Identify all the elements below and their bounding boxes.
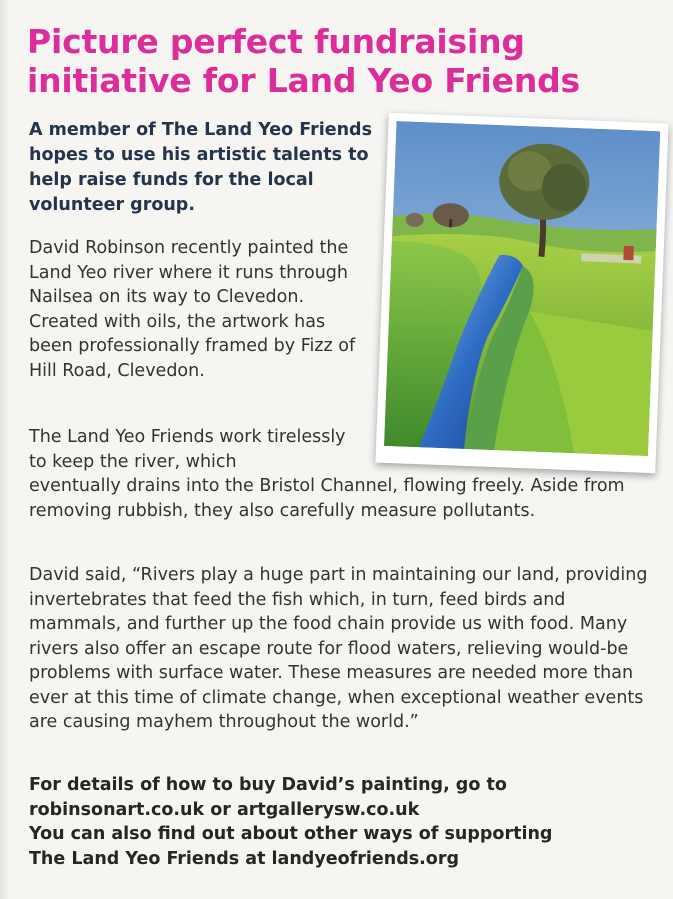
- headline: Picture perfect fundraising initiative for Land Yeo Friends: [27, 22, 580, 100]
- footer-line-4: The Land Yeo Friends at landyeofriends.org: [29, 848, 459, 869]
- paragraph-3-quote: David said, “Rivers play a huge part in maintaining our land, providing invertebrates that feed the fish which, in turn, feed birds and mammals, and further up the food chain provide us with food. Many rivers also offer an escape route for flood waters, relieving would-be problems with surface water. These measures are needed more than ever at this time of climate change, when exceptional weather events are causing mayhem throughout the world.”: [29, 565, 648, 732]
- footer-info: [29, 773, 649, 871]
- river-painting-image: [384, 121, 660, 456]
- page-edge-shadow: [0, 0, 10, 899]
- footer-line-3: You can also find out about other ways of supporting: [29, 824, 553, 844]
- paragraph-2-end: eventually drains into the Bristol Channel, flowing freely. Aside from removing rubbish, they also carefully measure pollutants.: [29, 476, 625, 521]
- painting-photo: [375, 113, 668, 473]
- footer-line-1: For details of how to buy David’s painting, go to: [29, 775, 507, 795]
- paragraph-2-start: The Land Yeo Friends work tirelessly to keep the river, which: [29, 427, 346, 472]
- standfirst: A member of The Land Yeo Friends hopes to use his artistic talents to help raise funds for the local volunteer group.: [29, 120, 373, 215]
- footer-line-2: robinsonart.co.uk or artgallerysw.co.uk: [29, 799, 420, 820]
- paragraph-1: David Robinson recently painted the Land Yeo river where it runs through Nailsea on its way to Clevedon. Created with oils, the artwork has been professionally framed by Fizz of Hill Road, Clevedon.: [29, 238, 356, 381]
